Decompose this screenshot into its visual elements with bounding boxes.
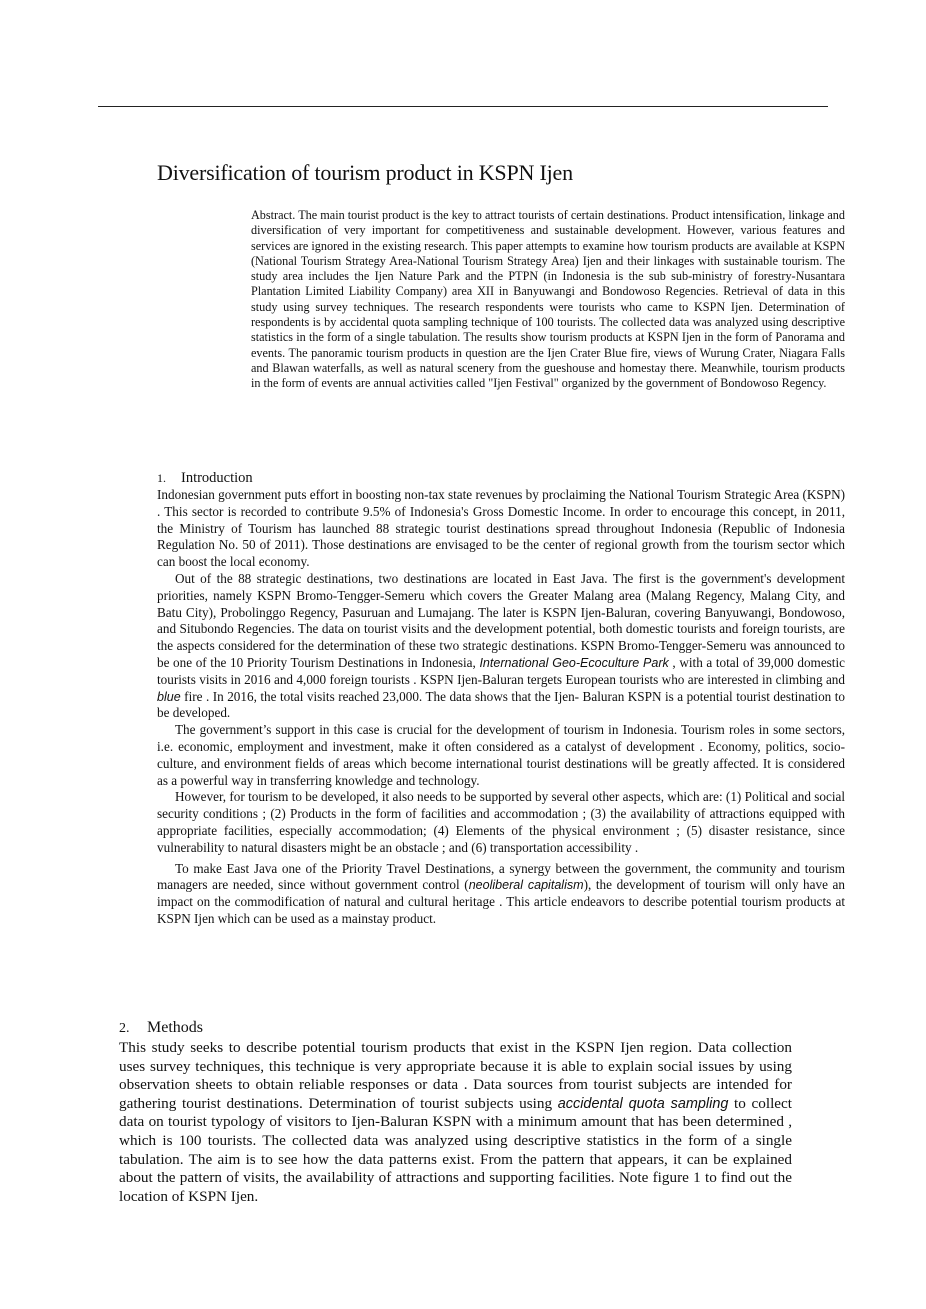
- text-segment: ), the development of tourism will only have an impact on the commodification of natural and cultural heritage . This article endeavors to describe potential tourism products at KSPN Ijen which can be used as a mainstay product.: [157, 877, 845, 926]
- abstract-label: Abstract.: [251, 208, 296, 222]
- text-segment: , with a total of 39,000 domestic tourists visits in 2016 and 4,000 foreign tourists . KSPN Ijen-Baluran tergets European tourists who are interested in climbing and: [157, 654, 845, 687]
- section-heading-text: Introduction: [181, 470, 253, 486]
- text-segment: Out of the 88 strategic destinations, two destinations are located in East Java. The first is the government's development priorities, namely KSPN Bromo-Tengger-Semeru which covers the Greater Malang area (Malang Regency, Malang City, and Batu City), Probolinggo Regency, Pasuruan and Lumajang. The later is KSPN Ijen-Baluran, covering Banyuwangi, Bondowoso, and Situbondo Regencies. The data on tourist visits and the development potential, both domestic tourists and foreign tourists, are the aspects considered for the determination of these two strategic destinations. KSPN Bromo-Tengger-Semeru was announced to be one of the 10 Priority Tourism Destinations in Indonesia,: [157, 570, 845, 670]
- introduction-heading: [157, 469, 845, 487]
- italic-term: blue: [157, 689, 181, 704]
- text-segment: This study seeks to describe potential tourism products that exist in the KSPN Ijen region. Data collection uses survey techniques, this technique is very appropriate because it is able to explain social issues by using observation sheets to obtain reliable responses or data . Data sources from tourist subjects are intended for gathering tourist destinations. Determination of tourist subjects using: [119, 1039, 792, 1112]
- italic-term: International Geo-Ecoculture Park: [479, 655, 669, 670]
- abstract-text: The main tourist product is the key to attract tourists of certain destinations. Product intensification, linkage and diversification of very important for competitiveness and sustainable development. However, various features and services are ignored in the existing research. This paper attempts to examine how tourism products are available at KSPN (National Tourism Strategy Area-National Tourism Strategy Area) Ijen and their linkages with sustainable tourism. The study area includes the Ijen Nature Park and the PTPN (in Indonesia is the sub sub-ministry of forestry-Nusantara Plantation Limited Liability Company) area XII in Banyuwangi and Bondowoso Regencies. Retrieval of data in this study using survey techniques. The research respondents were tourists who came to KSPN Ijen. Determination of respondents is by accidental quota sampling technique of 100 tourists. The collected data was analyzed using descriptive statistics in the form of a single tabulation. The results show tourism products at KSPN Ijen in the form of Panorama and events. The panoramic tourism products in question are the Ijen Crater Blue fire, views of Wurung Crater, Niagara Falls and Blawan waterfalls, as well as natural scenery from the gueshouse and homestay there. Meanwhile, tourism products in the form of events are annual activities called "Ijen Festival" organized by the government of Bondowoso Regency.: [251, 208, 845, 391]
- text-segment: fire . In 2016, the total visits reached 23,000. The data shows that the Ijen- Baluran KSPN is a potential tourist destination to be developed.: [157, 688, 845, 721]
- methods-section: [119, 1018, 792, 1206]
- methods-heading: [119, 1018, 792, 1039]
- abstract: [251, 208, 845, 392]
- italic-term: neoliberal capitalism: [468, 878, 584, 893]
- introduction-section: [157, 469, 845, 928]
- italic-term: accidental quota sampling: [557, 1095, 729, 1112]
- section-heading-text: Methods: [147, 1019, 203, 1036]
- paper-title: Diversification of tourism product in KSPN Ijen: [157, 160, 573, 185]
- text-segment: To make East Java one of the Priority Travel Destinations, a synergy between the government, the community and tourism managers are needed, since without government control (: [157, 860, 845, 893]
- intro-paragraph-1: Indonesian government puts effort in boosting non-tax state revenues by proclaiming the National Tourism Strategic Area (KSPN) . This sector is recorded to contribute 9.5% of Indonesia's Gross Domestic Income. In order to encourage this concept, in 2011, the Ministry of Tourism has launched 88 strategic tourist destinations spread throughout Indonesia (Republic of Indonesia Regulation No. 50 of 2011). Those destinations are envisaged to be the center of regional growth from the tourism sector which can boost the local economy.: [157, 487, 845, 570]
- header-rule: [98, 106, 828, 107]
- section-number: 2.: [119, 1021, 130, 1036]
- methods-paragraph-1: [119, 1039, 792, 1206]
- intro-paragraph-2: [157, 571, 845, 722]
- intro-paragraph-4: However, for tourism to be developed, it also needs to be supported by several other aspects, which are: (1) Political and social security conditions ; (2) Products in the form of facilities and accommodation ; (3) the availability of attractions equipped with appropriate facilities, especially accommodation; (4) Elements of the physical environment ; (5) disaster resistance, since vulnerability to natural disasters might be an obstacle ; and (6) transportation accessibility .: [157, 789, 845, 855]
- intro-paragraph-3: The government’s support in this case is crucial for the development of tourism in Indonesia. Tourism roles in some sectors, i.e. economic, employment and investment, make it often considered as a catalyst of development . Economy, politics, socio-culture, and environment fields of areas which become international tourist destinations will be greatly affected. It is considered as a powerful way in transferring knowledge and technology.: [157, 722, 845, 788]
- section-number: 1.: [157, 471, 166, 485]
- text-segment: to collect data on tourist typology of visitors to Ijen-Baluran KSPN with a minimum amount that has been determined , which is 100 tourists. The collected data was analyzed using descriptive statistics in the form of a single tabulation. The aim is to see how the data patterns exist. From the pattern that appears, it can be explained about the pattern of visits, the availability of attractions and supporting facilities. Note figure 1 to find out the location of KSPN Ijen.: [119, 1094, 792, 1205]
- intro-paragraph-5: [157, 861, 845, 928]
